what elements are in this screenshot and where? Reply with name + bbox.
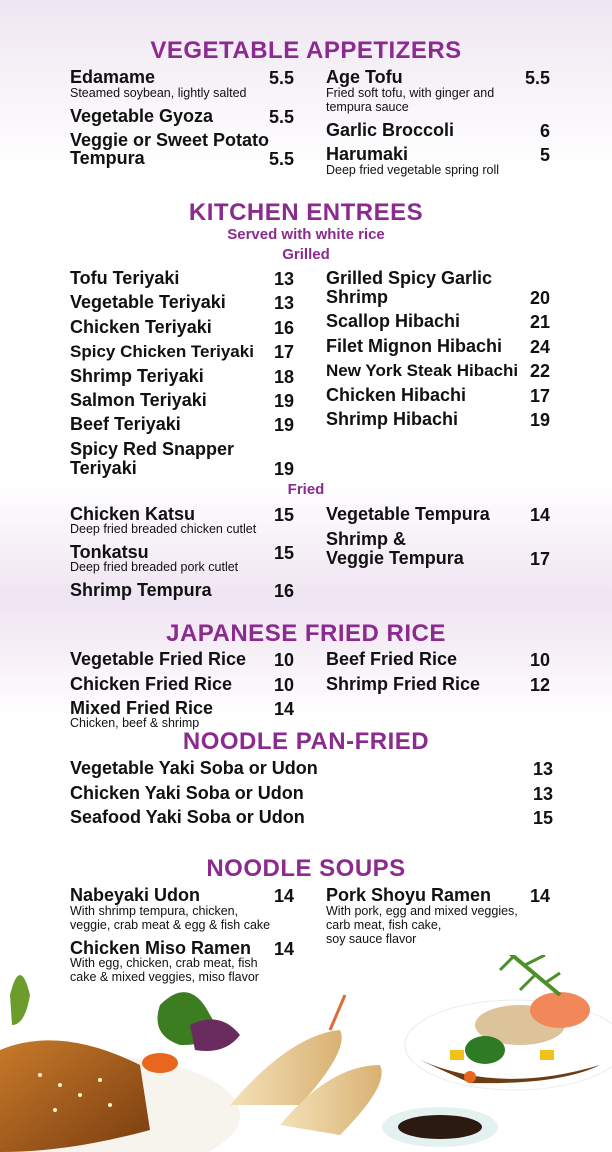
menu-item-price: 13 [273,269,294,289]
menu-item-price: 14 [529,505,550,525]
menu-item-description: Deep fried breaded chicken cutlet [70,522,257,536]
menu-item-name: Garlic Broccoli [326,120,455,140]
section-title-noodle-pan-fried: NOODLE PAN-FRIED [182,728,430,755]
menu-item-name: Beef Teriyaki [70,414,181,434]
menu-item-price: 17 [529,386,550,406]
menu-item-name: Age Tofu [326,67,403,87]
menu-item-price: 10 [273,650,294,670]
menu-item-name: Mixed Fried Rice [70,698,214,718]
menu-item-price: 12 [529,675,550,695]
menu-item-price: 5.5 [268,149,294,169]
menu-item-price: 13 [532,784,553,804]
menu-item-price: 17 [529,549,550,569]
menu-item-name: Pork Shoyu Ramen [326,885,492,905]
menu-item-price: 5.5 [268,68,294,88]
menu-item-price: 22 [529,361,550,381]
menu-item-description-line2: carb meat, fish cake, [326,918,442,932]
menu-item-price: 18 [273,367,294,387]
section-title-vegetable-appetizers: VEGETABLE APPETIZERS [150,37,462,64]
menu-item-price: 13 [273,293,294,313]
section-title-noodle-soups: NOODLE SOUPS [206,855,406,882]
menu-item-description: Deep fried breaded pork cutlet [70,560,239,574]
menu-item-price: 5.5 [524,68,550,88]
section-title-japanese-fried-rice: JAPANESE FRIED RICE [166,620,446,647]
menu-item-name: Salmon Teriyaki [70,390,207,410]
menu-item-name: Chicken Yaki Soba or Udon [70,783,304,803]
menu-item-name: Vegetable Fried Rice [70,649,247,669]
menu-item-name: Grilled Spicy Garlic [326,268,493,288]
food-photo-svg [0,955,612,1152]
menu-item-price: 6 [539,121,550,141]
menu-item-name: Chicken Miso Ramen [70,938,252,958]
menu-item-price: 15 [532,808,553,828]
menu-item-price: 17 [273,342,294,362]
menu-item-description: Steamed soybean, lightly salted [70,86,247,100]
menu-item-name: Spicy Red Snapper [70,439,235,459]
menu-item-description: With pork, egg and mixed veggies, [326,904,518,918]
menu-item-name: Chicken Hibachi [326,385,467,405]
menu-item-price: 19 [273,415,294,435]
menu-item-price: 14 [273,699,294,719]
menu-item-price: 24 [529,337,550,357]
menu-item-price: 13 [532,759,553,779]
menu-item-name-line2: Tempura [70,148,145,168]
menu-item-name: Shrimp Hibachi [326,409,459,429]
menu-item-price: 5.5 [268,107,294,127]
menu-item-description-line2: tempura sauce [326,100,409,114]
menu-item-price: 15 [273,543,294,563]
menu-item-name: Tofu Teriyaki [70,268,180,288]
menu-item-price: 15 [273,505,294,525]
menu-item-name: Edamame [70,67,156,87]
menu-item-name: Chicken Teriyaki [70,317,212,337]
menu-item-name: New York Steak Hibachi [326,361,519,380]
menu-item-name-line2: Teriyaki [70,458,137,478]
menu-item-price: 21 [529,312,550,332]
subsection-label-grilled: Grilled [282,246,330,263]
menu-item-name: Vegetable Yaki Soba or Udon [70,758,318,778]
menu-item-name: Harumaki [326,144,409,164]
menu-item-price: 19 [273,391,294,411]
menu-item-name: Veggie or Sweet Potato [70,130,270,150]
food-photo-illustration [0,955,612,1152]
menu-item-name: Chicken Fried Rice [70,674,233,694]
menu-item-name: Nabeyaki Udon [70,885,201,905]
menu-item-name: Shrimp Tempura [70,580,212,600]
menu-item-price: 16 [273,581,294,601]
menu-item-name: Spicy Chicken Teriyaki [70,342,254,361]
menu-item-description-line2: veggie, crab meat & egg & fish cake [70,918,271,932]
menu-item-price: 10 [273,675,294,695]
menu-item-description: Fried soft tofu, with ginger and [326,86,495,100]
menu-item-name: Beef Fried Rice [326,649,458,669]
menu-item-name: Scallop Hibachi [326,311,461,331]
menu-item-description: Chicken, beef & shrimp [70,716,200,730]
menu-item-description: With egg, chicken, crab meat, fish [70,956,258,970]
menu-item-name: Vegetable Teriyaki [70,292,226,312]
menu-item-name: Filet Mignon Hibachi [326,336,502,356]
menu-item-description: Deep fried vegetable spring roll [326,163,500,177]
menu-item-description: With shrimp tempura, chicken, [70,904,239,918]
menu-item-price: 14 [273,939,294,959]
section-title-kitchen-entrees: KITCHEN ENTREES [188,199,424,226]
menu-item-name: Tonkatsu [70,542,149,562]
menu-item-price: 16 [273,318,294,338]
menu-item-description-line2: cake & mixed veggies, miso flavor [70,970,259,984]
menu-item-price: 5 [539,145,550,165]
menu-item-name: Shrimp & [326,529,407,549]
menu-item-description-line3: soy sauce flavor [326,932,417,946]
menu-item-price: 19 [529,410,550,430]
menu-item-price: 14 [273,886,294,906]
menu-item-price: 14 [529,886,550,906]
menu-item-name: Chicken Katsu [70,504,196,524]
menu-item-name: Vegetable Gyoza [70,106,214,126]
shrimp-shape [530,992,590,1028]
garnish-shape [10,975,30,1025]
menu-item-price: 20 [529,288,550,308]
menu-item-price: 10 [529,650,550,670]
menu-item-name: Shrimp Fried Rice [326,674,481,694]
menu-item-name: Vegetable Tempura [326,504,490,524]
menu-item-name: Shrimp Teriyaki [70,366,204,386]
subsection-label-fried: Fried [287,481,325,498]
section-subtitle: Served with white rice [227,226,385,243]
menu-item-name-line2: Veggie Tempura [326,548,464,568]
menu-item-name: Seafood Yaki Soba or Udon [70,807,305,827]
menu-item-price: 19 [273,459,294,479]
menu-item-name-line2: Shrimp [326,287,389,307]
